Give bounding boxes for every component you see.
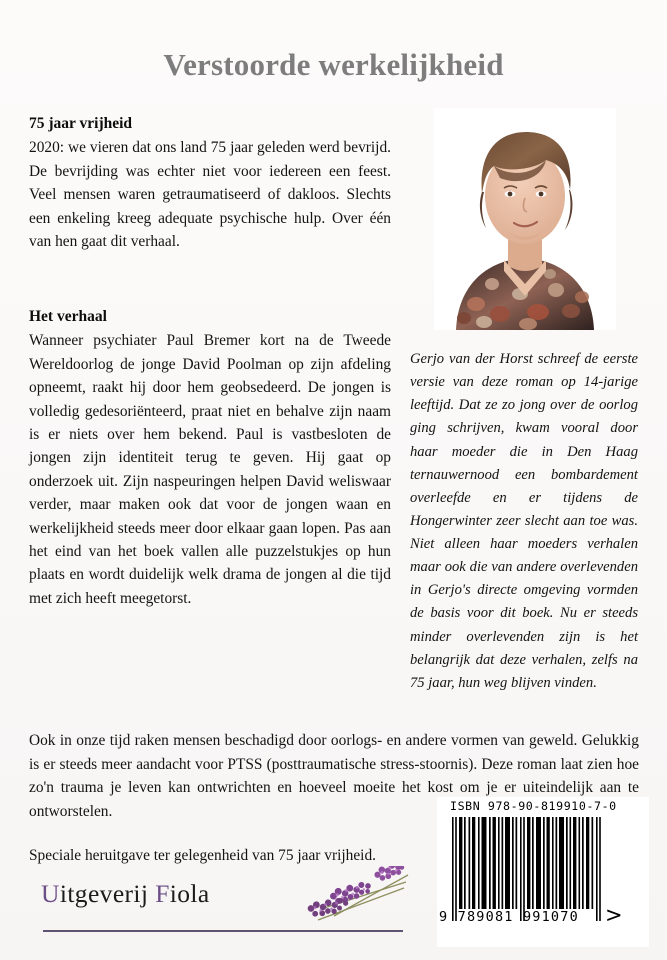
page-title: Verstoorde werkelijkheid <box>163 47 504 82</box>
section-vrijheid <box>29 114 391 253</box>
publisher-word-uitgeverij: itgeverij <box>59 879 149 908</box>
section-verhaal <box>29 307 391 610</box>
publisher-word-fiola: iola <box>169 879 210 908</box>
section-body-verhaal: Wanneer psychiater Paul Bremer kort na de Tweede Wereldoorlog de jonge David Poolman op zijn afdeling opneemt, raakt hij door hem geobsedeerd. De jongen is volledig gedesoriënteerd, praat niet en behalve zijn naam is er niets over hem bekend. Paul is vastbesloten de jongen zijn identiteit terug te geven. Hij gaat op onderzoek uit. Zijn naspeuringen helpen David weliswaar verder, maar maken ook dat voor de jongen waan en werkelijkheid steeds meer door elkaar gaan lopen. Pas aan het eind van het boek vallen alle puzzelstukjes op hun plaats en wordt duidelijk welk drama de jongen al die tijd met zich heeft meegetorst. <box>29 332 391 607</box>
isbn-text: ISBN 978-90-819910-7-0 <box>450 799 617 813</box>
closing-paragraph: Ook in onze tijd raken mensen beschadigd door oorlogs- en andere vormen van geweld. Gelukkig is er steeds meer aandacht voor PTSS (posttraumatische stress-stoornis). Deze roman laat zien hoe zo'n trauma je leven kan ontwrichten en hoeveel moeite het kost om je er uiteindelijk aan te ontworstelen. <box>29 732 639 820</box>
section-heading-verhaal: Het verhaal <box>29 308 107 325</box>
special-edition-note: Speciale heruitgave ter gelegenheid van 75 jaar vrijheid. <box>29 847 376 865</box>
author-photo <box>434 108 616 330</box>
section-body-vrijheid: 2020: we vieren dat ons land 75 jaar geleden werd bevrijd. De bevrijding was echter niet voor iedereen een feest. Veel mensen waren getraumatiseerd of dakloos. Slechts een enkeling kreeg adequate psychische hulp. Over één van hen gaat dit verhaal. <box>29 139 391 250</box>
author-bio <box>410 348 638 695</box>
lavender-sprigs-icon <box>300 866 412 928</box>
author-bio-text: Gerjo van der Horst schreef de eerste versie van deze roman op 14-jarige leeftijd. Dat ze zo jong over de oorlog ging schrijven, kwam vooral door haar moeder die in Den Haag ternauwernood een bombardement overleefde en er tijdens de Hongerwinter zeer slecht aan toe was. Niet alleen haar moeders verhalen maar ook die van andere overlevenden in Gerjo's directe omgeving vormden de basis voor dit boek. Nu er steeds minder overlevenden zijn is het belangrijk dat deze verhalen, zelfs na 75 jaar, hun weg blijven vinden. <box>410 351 638 691</box>
publisher-initial-u: U <box>41 879 60 908</box>
publisher-divider <box>43 930 403 932</box>
section-heading-vrijheid: 75 jaar vrijheid <box>29 115 133 132</box>
author-portrait-icon <box>434 108 616 330</box>
ean-arrow-icon: > <box>605 903 623 927</box>
ean13-barcode-icon <box>452 817 604 921</box>
ean-digits: 9 789081 991070 <box>439 909 579 925</box>
publisher-initial-f: F <box>155 879 170 908</box>
barcode-block <box>437 797 649 947</box>
